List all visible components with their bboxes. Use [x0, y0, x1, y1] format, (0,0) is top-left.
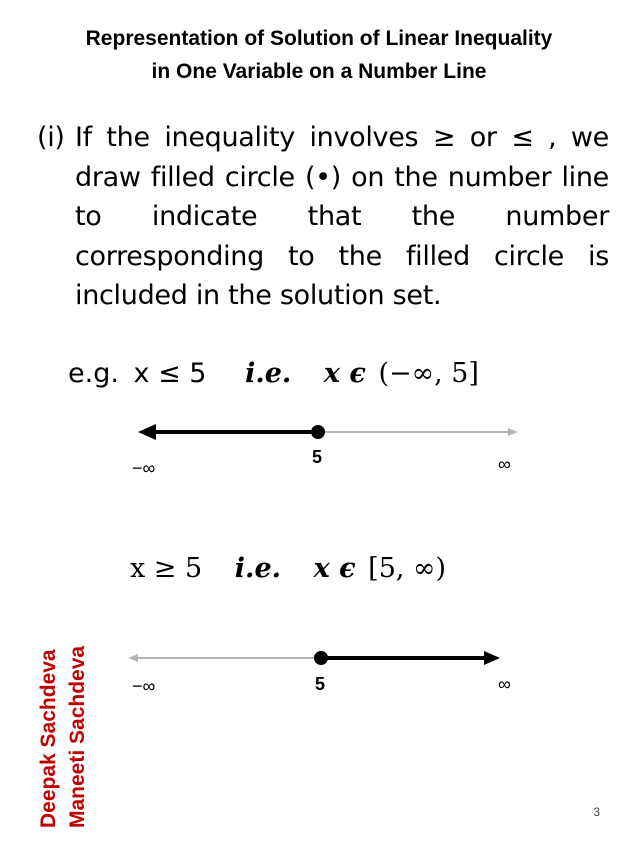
example-1-prefix: e.g.	[68, 358, 119, 389]
rule-marker: (i)	[37, 122, 65, 153]
number-line-2-label-right: ∞	[498, 674, 511, 694]
example-2-inequality: x ≥ 5	[130, 553, 203, 584]
number-line-2-filled-circle	[314, 651, 328, 665]
number-line-1-label-left: −∞	[132, 458, 156, 478]
example-1-inequality: x ≤ 5	[133, 358, 207, 389]
author-name-1: Deepak Sachdeva	[37, 649, 60, 828]
title-line-2: in One Variable on a Number Line	[151, 60, 487, 83]
example-2-ie: i.e.	[234, 553, 282, 584]
number-line-2-right-arrow	[484, 651, 500, 665]
title-line-1: Representation of Solution of Linear Inequality	[85, 27, 553, 50]
number-line-2-label-left: −∞	[132, 676, 156, 696]
rule-text: If the inequality involves ≥ or ≤ , we draw filled circle (•) on the number line to indicate that the number corresponding to the filled circle is included in the solution set.	[75, 122, 609, 311]
example-1-ie: i.e.	[245, 358, 292, 389]
number-line-1-label-right: ∞	[498, 454, 511, 474]
author-name-2: Maneeti Sachdeva	[66, 645, 89, 828]
author-credits	[34, 646, 92, 828]
number-line-1-label-point: 5	[312, 447, 323, 467]
example-2-var: x ϵ	[313, 553, 356, 584]
number-line-2-label-point: 5	[315, 674, 326, 694]
example-1-var: x ϵ	[323, 358, 366, 389]
example-1-interval: (−∞, 5]	[378, 358, 479, 389]
page-number: 3	[593, 805, 600, 819]
number-line-2-left-arrow	[128, 654, 138, 662]
example-2-interval: [5, ∞)	[368, 553, 447, 584]
